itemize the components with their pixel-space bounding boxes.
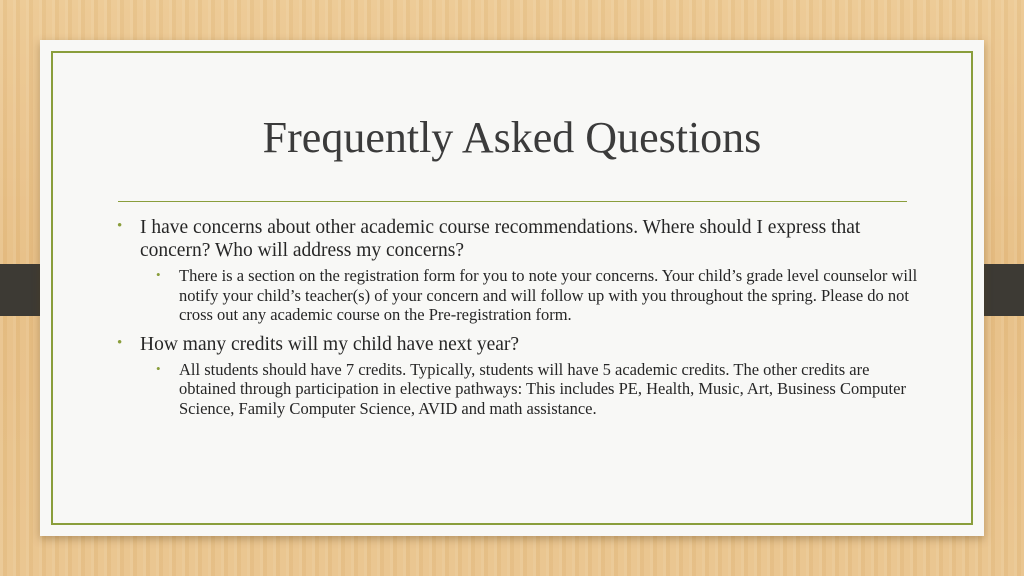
- answer-text: All students should have 7 credits. Typically, students will have 5 academic credits. The other credits are obtained through participation in elective pathways: This includes PE, Health, Music, Art, Business Computer Science, Family Computer Science, AVID and math assistance.: [179, 359, 906, 418]
- faq-answer-2: [118, 360, 918, 419]
- faq-list: [118, 216, 918, 426]
- slide: [40, 40, 984, 536]
- question-text: I have concerns about other academic course recommendations. Where should I express that concern? Who will address my concerns?: [140, 217, 861, 261]
- bullet-icon: •: [117, 218, 123, 234]
- answer-text: There is a section on the registration form for you to note your concerns. Your child’s grade level counselor will notify your child’s teacher(s) of your concern and will follow up with you throughout the spring. Please do not cross out any academic course on the Pre-registration form.: [179, 266, 918, 324]
- question-text: How many credits will my child have next year?: [140, 333, 520, 355]
- faq-question-2: [118, 333, 918, 356]
- faq-answer-1: [118, 266, 918, 325]
- bullet-icon: •: [156, 267, 161, 282]
- bullet-icon: •: [117, 334, 123, 351]
- faq-question-1: [118, 216, 918, 262]
- slide-title: Frequently Asked Questions: [262, 113, 762, 162]
- title-divider: [118, 201, 907, 202]
- bullet-icon: •: [156, 360, 161, 376]
